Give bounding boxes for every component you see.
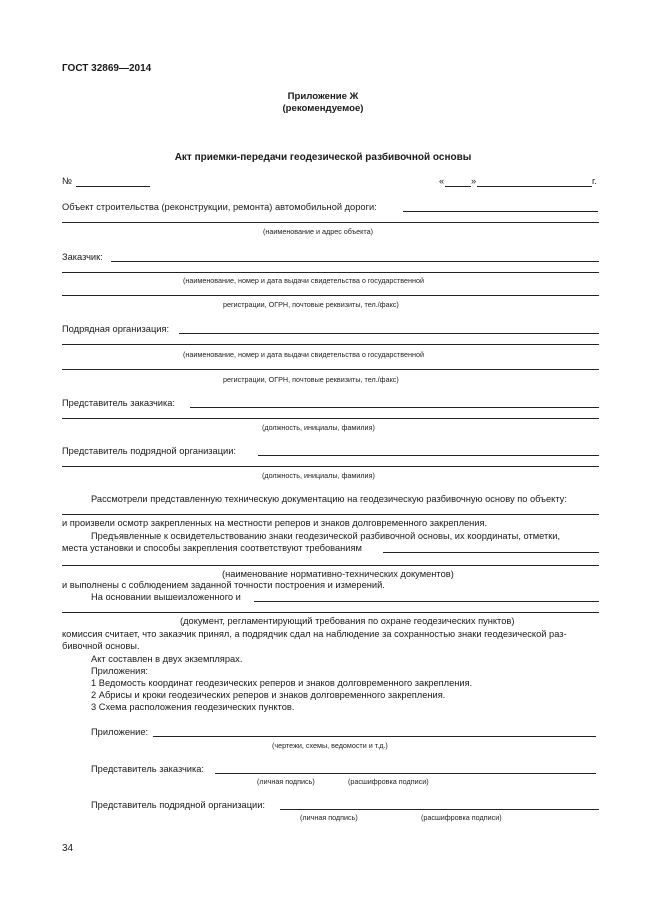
appendix-title: Приложение Ж xyxy=(287,91,359,102)
sign-customer-field[interactable] xyxy=(215,773,596,774)
list-item: 2 Абрисы и кроки геодезических реперов и знаков долговременного закрепления. xyxy=(91,690,446,700)
contractor-field-3[interactable] xyxy=(62,369,599,370)
standard-number: ГОСТ 32869—2014 xyxy=(62,63,152,74)
contractor-rep-field-2[interactable] xyxy=(62,466,599,467)
attachment-caption: (чертежи, схемы, ведомости и т.д.) xyxy=(272,741,388,750)
requirements-field[interactable] xyxy=(383,552,599,553)
object-label: Объект строительства (реконструкции, ремонта) автомобильной дороги: xyxy=(62,202,377,212)
attachment-label: Приложение: xyxy=(91,727,149,737)
sign-contractor-signature-caption: (личная подпись) xyxy=(300,813,358,822)
sign-customer-label: Представитель заказчика: xyxy=(91,764,205,774)
object-caption: (наименование и адрес объекта) xyxy=(263,227,373,236)
customer-rep-caption: (должность, инициалы, фамилия) xyxy=(262,423,375,432)
contractor-rep-label: Представитель подрядной организации: xyxy=(62,446,236,456)
quote-open: « xyxy=(439,176,445,186)
customer-caption-2: регистрации, ОГРН, почтовые реквизиты, тел./факс) xyxy=(223,300,399,309)
customer-field[interactable] xyxy=(111,261,599,262)
body-p1: Рассмотрели представленную техническую документацию на геодезическую разбивочную основу по объекту: xyxy=(91,494,567,504)
number-sign: № xyxy=(62,176,72,186)
object-field-2[interactable] xyxy=(62,222,599,223)
sign-contractor-label: Представитель подрядной организации: xyxy=(91,800,265,810)
contractor-label: Подрядная организация: xyxy=(62,324,170,334)
normative-docs-caption: (наименование нормативно-технических документов) xyxy=(222,569,454,579)
page-number: 34 xyxy=(62,843,74,854)
customer-caption-1: (наименование, номер и дата выдачи свидетельства о государственной xyxy=(183,276,424,285)
body-p6a: комиссия считает, что заказчик принял, а подрядчик сдал на наблюдение за сохранностью знаки геодезической раз- xyxy=(62,629,567,639)
customer-rep-field-2[interactable] xyxy=(62,418,599,419)
document-title: Акт приемки-передачи геодезической разбивочной основы xyxy=(174,152,472,163)
year-suffix: г. xyxy=(592,176,597,186)
requirements-field-2[interactable] xyxy=(62,565,599,566)
appendix-subtitle: (рекомендуемое) xyxy=(282,103,364,114)
sign-contractor-field[interactable] xyxy=(280,809,599,810)
body-p6b: бивочной основы. xyxy=(62,641,140,651)
list-item: 1 Ведомость координат геодезических реперов и знаков долговременного закрепления. xyxy=(91,678,473,688)
contractor-rep-field[interactable] xyxy=(258,455,599,456)
contractor-field-2[interactable] xyxy=(62,344,599,345)
body-p3a: Предъявленные к освидетельствованию знаки геодезической разбивочной основы, их координаты, отметки, xyxy=(91,531,561,541)
basis-field-2[interactable] xyxy=(62,612,599,613)
sign-customer-name-caption: (расшифровка подписи) xyxy=(348,777,429,786)
customer-rep-label: Представитель заказчика: xyxy=(62,398,176,408)
body-p3b: места установки и способы закрепления соответствуют требованиям xyxy=(62,543,362,553)
body-p5: На основании вышеизложенного и xyxy=(91,592,241,602)
basis-field[interactable] xyxy=(254,601,599,602)
object-doc-field[interactable] xyxy=(62,514,599,515)
object-field[interactable] xyxy=(403,211,598,212)
body-p4: и выполнены с соблюдением заданной точности построения и измерений. xyxy=(62,580,385,590)
contractor-caption-1: (наименование, номер и дата выдачи свидетельства о государственной xyxy=(183,350,424,359)
contractor-rep-caption: (должность, инициалы, фамилия) xyxy=(262,471,375,480)
contractor-caption-2: регистрации, ОГРН, почтовые реквизиты, тел./факс) xyxy=(223,375,399,384)
attachment-field[interactable] xyxy=(153,736,596,737)
sign-customer-signature-caption: (личная подпись) xyxy=(257,777,315,786)
body-p2: и произвели осмотр закрепленных на местности реперов и знаков долговременного закрепления. xyxy=(62,518,488,528)
sign-contractor-name-caption: (расшифровка подписи) xyxy=(421,813,502,822)
customer-rep-field[interactable] xyxy=(190,407,599,408)
quote-close: » xyxy=(471,176,477,186)
customer-label: Заказчик: xyxy=(62,252,103,262)
protection-doc-caption: (документ, регламентирующий требования по охране геодезических пунктов) xyxy=(180,616,515,626)
day-field[interactable] xyxy=(445,186,471,187)
number-field[interactable] xyxy=(76,186,150,187)
customer-field-2[interactable] xyxy=(62,272,599,273)
contractor-field[interactable] xyxy=(179,333,599,334)
body-p7: Акт составлен в двух экземплярах. xyxy=(91,654,243,664)
list-item: 3 Схема расположения геодезических пунктов. xyxy=(91,702,295,712)
customer-field-3[interactable] xyxy=(62,295,599,296)
body-p8: Приложения: xyxy=(91,666,148,676)
month-year-field[interactable] xyxy=(477,186,592,187)
